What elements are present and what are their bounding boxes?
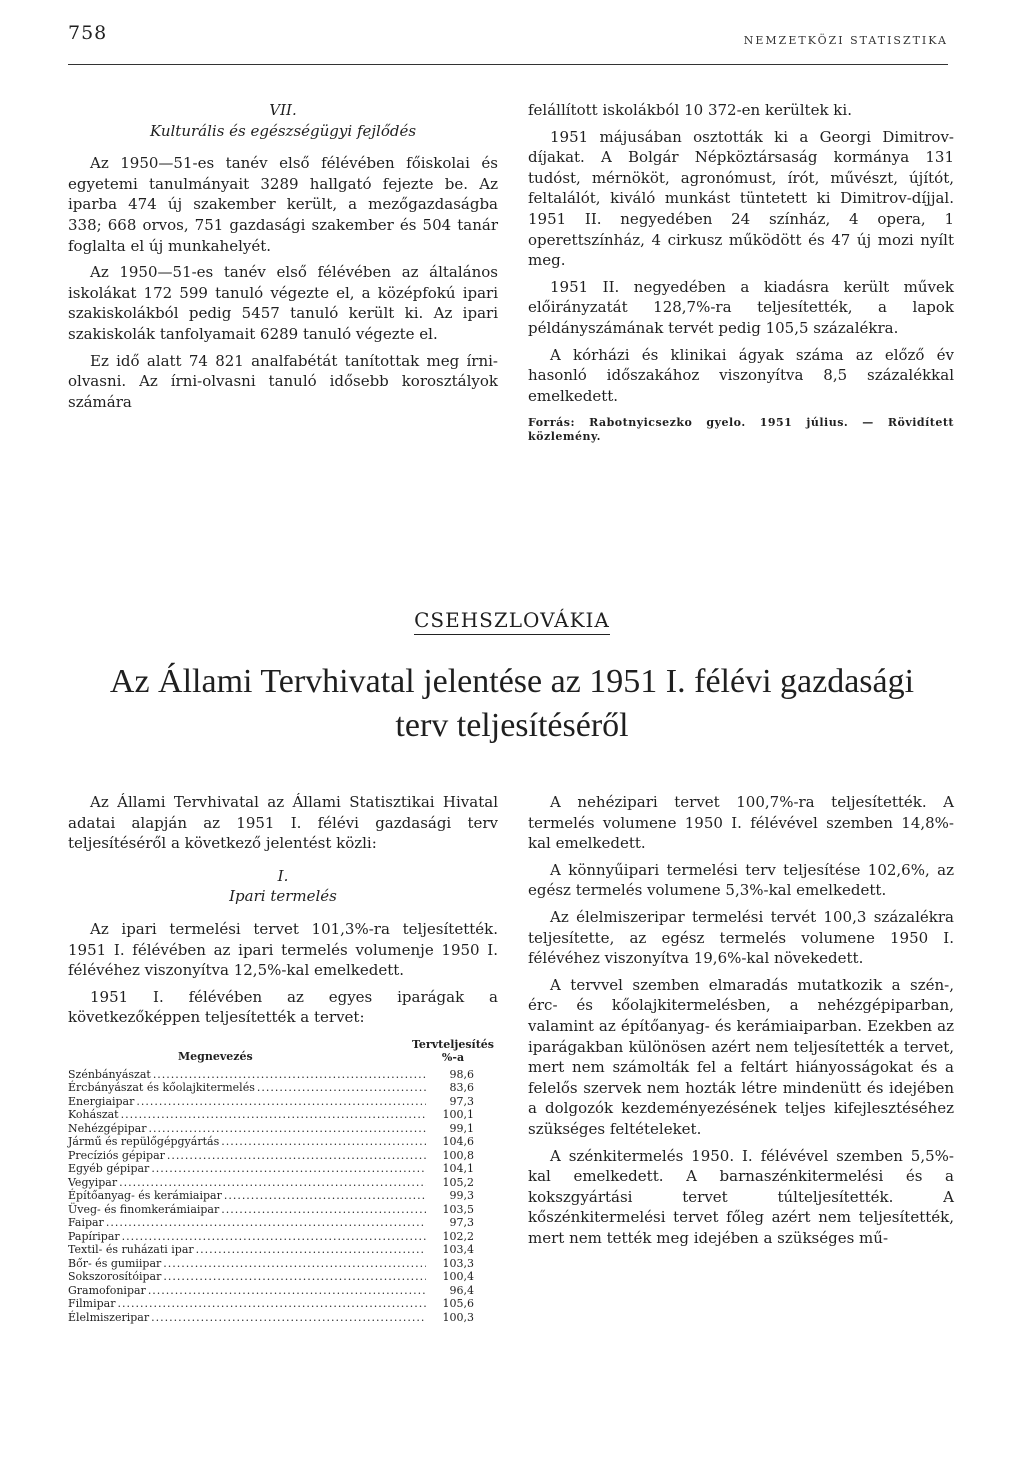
table-body [68,1068,498,1325]
table-row [68,1243,498,1257]
table-row [68,1284,498,1298]
paragraph: 1951 II. negyedében a kiadásra került művek előirányzatát 128,7%-ra teljesítették, a lapok példányszámának tervét pedig 105,5 százalékra. [528,277,954,337]
table-row [68,1081,498,1095]
plan-fulfilment-value: 97,3 [449,1094,474,1108]
dot-leader [196,1243,426,1257]
paragraph-continuation: felállított iskolákból 10 372-en kerültek ki. [528,101,852,119]
dot-leader [163,1270,426,1284]
running-title: NEMZETKÖZI STATISZTIKA [743,34,948,47]
plan-fulfilment-value: 97,3 [449,1216,474,1230]
column-header-name: Megnevezés [178,1049,253,1063]
dot-leader [149,1122,427,1136]
industry-name: Sokszorosítóipar [68,1270,162,1284]
dot-leader [151,1162,426,1176]
table-row [68,1297,498,1311]
dot-leader [257,1081,426,1095]
table-row [68,1068,498,1082]
plan-fulfilment-value: 99,3 [449,1189,474,1203]
column-header-value-line1: Tervteljesítés [412,1037,494,1051]
industry-name: Jármű és repülőgépgyártás [68,1135,220,1149]
industry-name: Kohászat [68,1108,119,1122]
paragraph: A nehézipari tervet 100,7%-ra teljesítették. A termelés volumene 1950 I. félévével szemben 14,8%-kal emelkedett. [528,793,954,853]
country-heading-text: CSEHSZLOVÁKIA [414,608,610,635]
industry-name: Energiaipar [68,1094,135,1108]
industry-table [68,1038,498,1325]
paragraph: Ez idő alatt 74 821 analfabétát tanítottak meg írni-olvasni. Az írni-olvasni tanuló idősebb korosztályok számára [68,351,498,411]
dot-leader [221,1203,426,1217]
dot-leader [136,1095,426,1109]
industry-name: Építőanyag- és kerámiaipar [68,1189,222,1203]
dot-leader [153,1068,426,1082]
industry-name: Bőr- és gumiipar [68,1256,162,1270]
bottom-left-column [68,792,498,1324]
table-row [68,1189,498,1203]
dot-leader [148,1284,426,1298]
page-header [68,20,948,65]
plan-fulfilment-value: 103,5 [442,1202,474,1216]
table-row [68,1162,498,1176]
top-right-column [528,100,954,444]
plan-fulfilment-value: 98,6 [449,1067,474,1081]
plan-fulfilment-value: 99,1 [449,1121,474,1135]
dot-leader [119,1176,426,1190]
plan-fulfilment-value: 100,3 [442,1310,474,1324]
table-row [68,1122,498,1136]
plan-fulfilment-value: 104,6 [442,1135,474,1149]
dot-leader [117,1297,426,1311]
dot-leader [106,1216,426,1230]
table-row [68,1095,498,1109]
industry-name: Ércbányászat és kőolajkitermelés [68,1081,255,1095]
paragraph: Az 1950—51-es tanév első félévében az általános iskolákat 172 599 tanuló végezte el, a középfokú ipari szakiskolákból pedig 5457 tanuló került ki. Az ipari szakiskolák tanfolyamait 6289 tanuló végezte el. [68,263,498,343]
industry-name: Nehézgépipar [68,1121,147,1135]
paragraph: A szénkitermelés 1950. I. félévével szemben 5,5%-kal emelkedett. A barnaszénkitermelési és a kokszgyártási tervet túlteljesítették. A kőszénkitermelési tervet főleg azért nem teljesítették, mert nem tették meg idejében a szükséges mű- [528,1146,954,1247]
section-number: I. [277,866,289,885]
industry-name: Szénbányászat [68,1067,151,1081]
paragraph: Az ipari termelési tervet 101,3%-ra teljesítették. 1951 I. félévében az ipari termelés volumenje 1950 I. félévéhez viszonyítva 12,5%-kal emelkedett. [68,919,498,980]
paragraph: A könnyűipari termelési terv teljesítése 102,6%, az egész termelés volumene 5,3%-kal emelkedett. [528,860,954,900]
paragraph: A kórházi és klinikai ágyak száma az előző év hasonló időszakához viszonyítva 8,5 százalékkal emelkedett. [528,345,954,405]
dot-leader [151,1311,426,1325]
dot-leader [121,1108,426,1122]
industry-name: Élelmiszeripar [68,1310,150,1324]
paragraph: Az élelmiszeripar termelési tervét 100,3 százalékra teljesítette, az egész termelés volumene 1950 I. félévéhez viszonyítva 19,6%-kal növekedett. [528,907,954,968]
paragraph: Az 1950—51-es tanév első félévében főiskolai és egyetemi tanulmányait 3289 hallgató fejezte be. Az iparba 474 új szakember került, a mezőgazdaságba 338; 668 orvos, 751 gazdasági szakember és 504 tanár foglalta el új munkahelyét. [68,154,498,255]
industry-name: Üveg- és finomkerámiaipar [68,1202,220,1216]
dot-leader [224,1189,426,1203]
paragraph: 1951 májusában osztották ki a Georgi Dimitrov-díjakat. A Bolgár Népköztársaság kormánya 131 tudóst, mérnököt, agronómust, írót, művészt, újítót, feltalálót, kiváló munkást tüntetett ki Dimitrov-díjjal. 1951 II. negyedében 24 színház, 4 opera, 1 operettszínház, 4 cirkusz működött és 47 új mozi nyílt meg. [528,127,954,270]
plan-fulfilment-value: 105,6 [442,1297,474,1311]
plan-fulfilment-value: 103,4 [442,1243,474,1257]
industry-name: Vegyipar [68,1175,118,1189]
section-number: VII. [269,101,297,119]
table-row [68,1257,498,1271]
plan-fulfilment-value: 102,2 [442,1229,474,1243]
table-row [68,1311,498,1325]
table-row [68,1216,498,1230]
industry-name: Papíripar [68,1229,120,1243]
plan-fulfilment-value: 100,1 [442,1108,474,1122]
industry-name: Gramofonipar [68,1283,146,1297]
industry-name: Precíziós gépipar [68,1148,165,1162]
dot-leader [221,1135,426,1149]
industry-name: Textil- és ruházati ipar [68,1243,194,1257]
table-row [68,1270,498,1284]
plan-fulfilment-value: 105,2 [442,1175,474,1189]
column-header-value [408,1038,498,1064]
top-left-column [68,100,498,412]
table-row [68,1149,498,1163]
table-row [68,1230,498,1244]
table-row [68,1135,498,1149]
column-header-value-line2: %-a [441,1050,465,1064]
dot-leader [122,1230,426,1244]
table-row [68,1108,498,1122]
dot-leader [167,1149,426,1163]
paragraph: 1951 I. félévében az egyes iparágak a következőképpen teljesítették a tervet: [68,987,498,1027]
industry-name: Faipar [68,1216,104,1230]
section-title: Kulturális és egészségügyi fejlődés [149,121,417,140]
table-row [68,1203,498,1217]
article-title: Az Állami Tervhivatal jelentése az 1951 I. félévi gazdasági terv teljesítéséről [109,663,915,744]
plan-fulfilment-value: 104,1 [442,1162,474,1176]
source-note: Forrás: Rabotnyicsezko gyelo. 1951 július. — Rövidített közlemény. [528,416,954,444]
table-row [68,1176,498,1190]
plan-fulfilment-value: 83,6 [449,1081,474,1095]
paragraph: A tervvel szemben elmaradás mutatkozik a szén-, érc- és kőolajkitermelésben, a nehézgépiparban, valamint az építőanyag- és kerámiaiparban. Ezekben az iparágakban különösen azért nem teljesítették a tervet, mert nem számolták fel a feltárt hiányosságokat és a felelős szervek nem hozták létre mindenütt és idejében a dolgozók kezdeményezésének teljes kifejlesztéséhez szükséges feltételeket. [528,975,954,1138]
dot-leader [163,1257,426,1271]
page-number: 758 [68,22,108,44]
plan-fulfilment-value: 96,4 [449,1283,474,1297]
plan-fulfilment-value: 100,8 [442,1148,474,1162]
bottom-right-column [528,792,954,1248]
intro-paragraph: Az Állami Tervhivatal az Állami Statisztikai Hivatal adatai alapján az 1951 I. félévi gazdasági terv teljesítéséről a következő jelentést közli: [68,793,498,853]
country-heading [0,608,1024,632]
table-header [68,1038,498,1064]
industry-name: Filmipar [68,1297,116,1311]
plan-fulfilment-value: 100,4 [442,1270,474,1284]
section-title: Ipari termelés [229,887,337,906]
plan-fulfilment-value: 103,3 [442,1256,474,1270]
industry-name: Egyéb gépipar [68,1162,150,1176]
